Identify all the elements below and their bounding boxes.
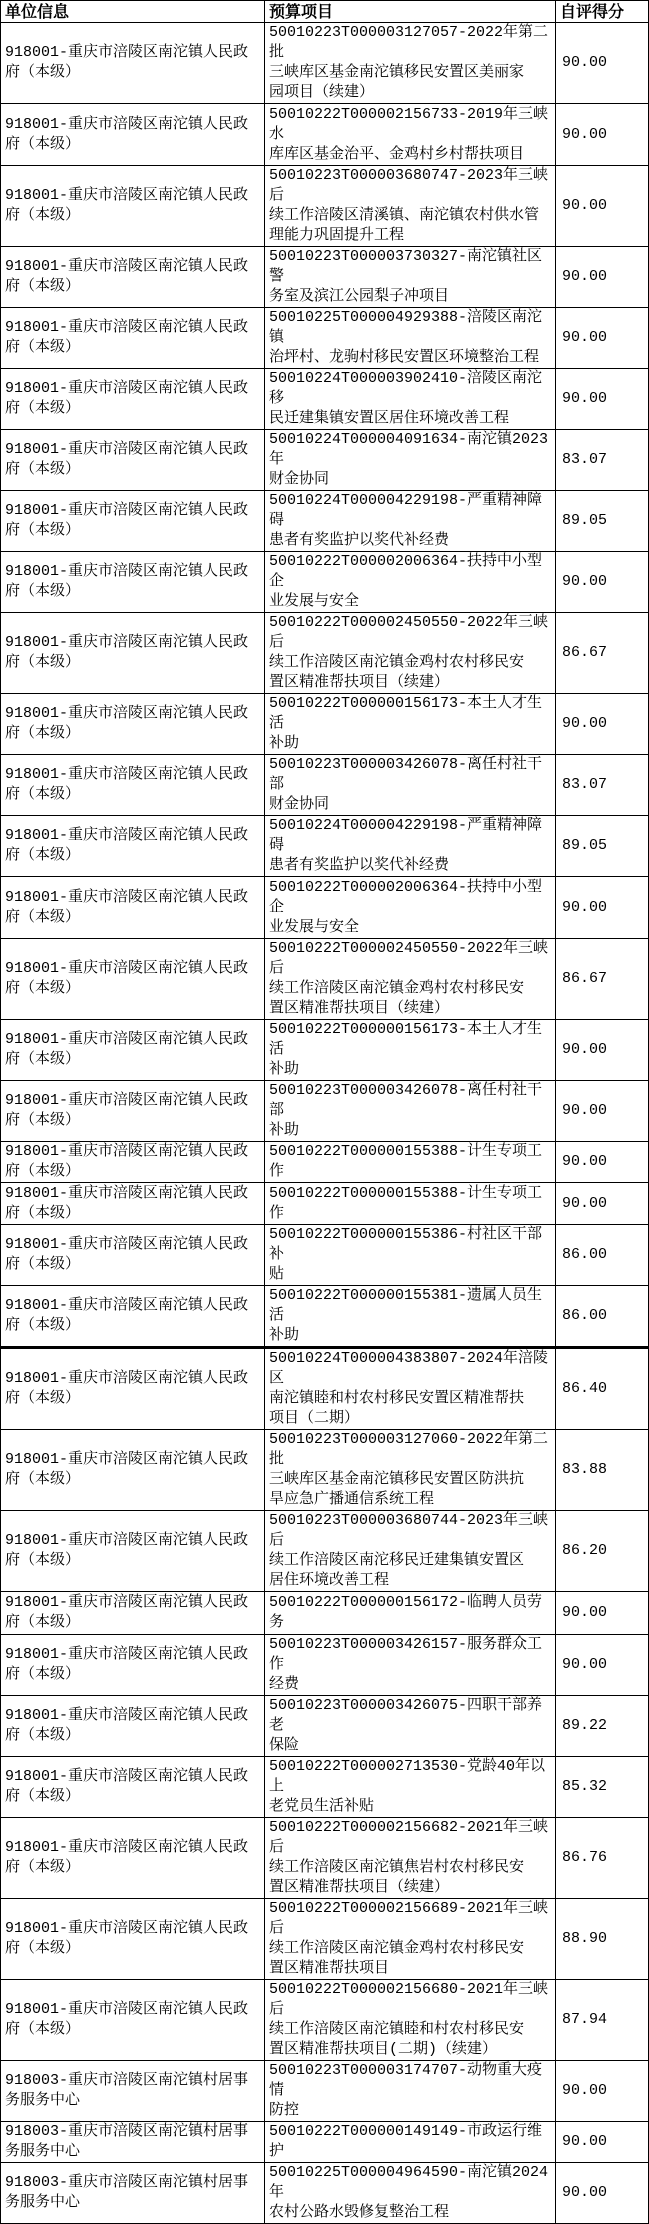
unit-cell: 918001-重庆市涪陵区南沱镇人民政 府（本级）: [1, 613, 265, 694]
unit-cell: 918001-重庆市涪陵区南沱镇人民政 府（本级）: [1, 1757, 265, 1818]
project-cell: 50010223T000003174707-动物重大疫情 防控: [265, 2061, 556, 2122]
table-row: [1, 1020, 649, 1081]
score-cell: 90.00: [556, 552, 649, 613]
unit-cell: 918001-重庆市涪陵区南沱镇人民政 府（本级）: [1, 1020, 265, 1081]
table-row: [1, 104, 649, 166]
table-row: [1, 2061, 649, 2122]
table-row: [1, 939, 649, 1020]
project-cell: 50010222T000002006364-扶持中小型企 业发展与安全: [265, 552, 556, 613]
project-cell: 50010222T000000155381-遗属人员生活 补助: [265, 1286, 556, 1348]
score-cell: 89.05: [556, 816, 649, 877]
table-row: [1, 1286, 649, 1348]
project-cell: 50010222T000000156172-临聘人员劳务: [265, 1592, 556, 1635]
table-row: [1, 755, 649, 816]
unit-cell: 918001-重庆市涪陵区南沱镇人民政 府（本级）: [1, 552, 265, 613]
score-cell: 90.00: [556, 1020, 649, 1081]
table-row: [1, 23, 649, 104]
unit-cell: 918001-重庆市涪陵区南沱镇人民政 府（本级）: [1, 1818, 265, 1899]
table-row: [1, 247, 649, 308]
project-cell: 50010223T000003426078-离任村社干部 补助: [265, 1081, 556, 1142]
project-cell: 50010224T000004383807-2024年涪陵区 南沱镇睦和村农村移民安置区精准帮扶 项目（二期）: [265, 1348, 556, 1430]
unit-cell: 918001-重庆市涪陵区南沱镇人民政 府（本级）: [1, 491, 265, 552]
score-cell: 86.20: [556, 1511, 649, 1592]
project-cell: 50010223T000003426075-四职干部养老 保险: [265, 1696, 556, 1757]
header-row: [1, 1, 649, 23]
score-cell: 90.00: [556, 23, 649, 104]
table-row: [1, 1696, 649, 1757]
table-row: [1, 166, 649, 247]
project-cell: 50010222T000002450550-2022年三峡后 续工作涪陵区南沱镇金鸡村农村移民安 置区精准帮扶项目（续建）: [265, 939, 556, 1020]
unit-cell: 918001-重庆市涪陵区南沱镇人民政 府（本级）: [1, 1081, 265, 1142]
score-cell: 90.00: [556, 2163, 649, 2224]
project-cell: 50010223T000003426078-离任村社干部 财金协同: [265, 755, 556, 816]
project-cell: 50010223T000003680744-2023年三峡后 续工作涪陵区南沱移民迁建集镇安置区 居住环境改善工程: [265, 1511, 556, 1592]
project-cell: 50010223T000003680747-2023年三峡后 续工作涪陵区清溪镇、南沱镇农村供水管 理能力巩固提升工程: [265, 166, 556, 247]
table-row: [1, 430, 649, 491]
score-cell: 86.67: [556, 939, 649, 1020]
score-cell: 90.00: [556, 247, 649, 308]
score-cell: 86.40: [556, 1348, 649, 1430]
score-cell: 90.00: [556, 104, 649, 166]
table-row: [1, 308, 649, 369]
unit-cell: 918001-重庆市涪陵区南沱镇人民政 府（本级）: [1, 1635, 265, 1696]
project-cell: 50010222T000000155388-计生专项工作: [265, 1183, 556, 1225]
table-row: [1, 1980, 649, 2061]
score-cell: 83.07: [556, 755, 649, 816]
project-cell: 50010222T000002156682-2021年三峡后 续工作涪陵区南沱镇焦岩村农村移民安 置区精准帮扶项目（续建）: [265, 1818, 556, 1899]
unit-cell: 918001-重庆市涪陵区南沱镇人民政 府（本级）: [1, 1899, 265, 1980]
header-project: 预算项目: [265, 1, 556, 23]
table-row: [1, 1348, 649, 1430]
score-cell: 90.00: [556, 1142, 649, 1183]
table-row: [1, 1899, 649, 1980]
unit-cell: 918001-重庆市涪陵区南沱镇人民政 府（本级）: [1, 755, 265, 816]
project-cell: 50010222T000002006364-扶持中小型企 业发展与安全: [265, 877, 556, 939]
unit-cell: 918001-重庆市涪陵区南沱镇人民政 府（本级）: [1, 939, 265, 1020]
score-cell: 87.94: [556, 1980, 649, 2061]
project-cell: 50010222T000000156173-本土人才生活 补助: [265, 1020, 556, 1081]
header-unit: 单位信息: [1, 1, 265, 23]
project-cell: 50010222T000002156733-2019年三峡水 库库区基金治平、金鸡村乡村帮扶项目: [265, 104, 556, 166]
score-cell: 90.00: [556, 2122, 649, 2163]
project-cell: 50010223T000003426157-服务群众工作 经费: [265, 1635, 556, 1696]
unit-cell: 918001-重庆市涪陵区南沱镇人民政 府（本级）: [1, 104, 265, 166]
table-row: [1, 1592, 649, 1635]
unit-cell: 918003-重庆市涪陵区南沱镇村居事 务服务中心: [1, 2061, 265, 2122]
project-cell: 50010224T000004229198-严重精神障碍 患者有奖监护以奖代补经费: [265, 491, 556, 552]
score-cell: 90.00: [556, 308, 649, 369]
score-cell: 83.88: [556, 1430, 649, 1511]
unit-cell: 918001-重庆市涪陵区南沱镇人民政 府（本级）: [1, 1183, 265, 1225]
unit-cell: 918001-重庆市涪陵区南沱镇人民政 府（本级）: [1, 877, 265, 939]
unit-cell: 918001-重庆市涪陵区南沱镇人民政 府（本级）: [1, 1225, 265, 1286]
score-cell: 89.05: [556, 491, 649, 552]
unit-cell: 918001-重庆市涪陵区南沱镇人民政 府（本级）: [1, 1511, 265, 1592]
unit-cell: 918001-重庆市涪陵区南沱镇人民政 府（本级）: [1, 23, 265, 104]
project-cell: 50010223T000003127057-2022年第二批 三峡库区基金南沱镇移民安置区美丽家 园项目（续建）: [265, 23, 556, 104]
table-row: [1, 694, 649, 755]
score-cell: 90.00: [556, 1081, 649, 1142]
unit-cell: 918001-重庆市涪陵区南沱镇人民政 府（本级）: [1, 1592, 265, 1635]
project-cell: 50010222T000002450550-2022年三峡后 续工作涪陵区南沱镇金鸡村农村移民安 置区精准帮扶项目（续建）: [265, 613, 556, 694]
score-cell: 86.67: [556, 613, 649, 694]
project-cell: 50010223T000003730327-南沱镇社区警 务室及滨江公园梨子冲项目: [265, 247, 556, 308]
score-cell: 86.00: [556, 1225, 649, 1286]
table-row: [1, 552, 649, 613]
project-cell: 50010222T000000156173-本土人才生活 补助: [265, 694, 556, 755]
unit-cell: 918001-重庆市涪陵区南沱镇人民政 府（本级）: [1, 430, 265, 491]
table-row: [1, 491, 649, 552]
project-cell: 50010222T000000149149-市政运行维护: [265, 2122, 556, 2163]
unit-cell: 918001-重庆市涪陵区南沱镇人民政 府（本级）: [1, 816, 265, 877]
unit-cell: 918001-重庆市涪陵区南沱镇人民政 府（本级）: [1, 1430, 265, 1511]
score-cell: 90.00: [556, 2061, 649, 2122]
project-cell: 50010222T000002713530-党龄40年以上 老党员生活补贴: [265, 1757, 556, 1818]
project-cell: 50010223T000003127060-2022年第二批 三峡库区基金南沱镇移民安置区防洪抗 旱应急广播通信系统工程: [265, 1430, 556, 1511]
project-cell: 50010224T000003902410-涪陵区南沱移 民迁建集镇安置区居住环境改善工程: [265, 369, 556, 430]
score-cell: 90.00: [556, 877, 649, 939]
table-body: [1, 23, 649, 2224]
score-cell: 90.00: [556, 694, 649, 755]
unit-cell: 918001-重庆市涪陵区南沱镇人民政 府（本级）: [1, 166, 265, 247]
unit-cell: 918001-重庆市涪陵区南沱镇人民政 府（本级）: [1, 369, 265, 430]
unit-cell: 918003-重庆市涪陵区南沱镇村居事 务服务中心: [1, 2163, 265, 2224]
unit-cell: 918001-重庆市涪陵区南沱镇人民政 府（本级）: [1, 1348, 265, 1430]
unit-cell: 918001-重庆市涪陵区南沱镇人民政 府（本级）: [1, 308, 265, 369]
score-cell: 89.22: [556, 1696, 649, 1757]
score-cell: 83.07: [556, 430, 649, 491]
score-cell: 86.00: [556, 1286, 649, 1348]
unit-cell: 918001-重庆市涪陵区南沱镇人民政 府（本级）: [1, 247, 265, 308]
score-cell: 90.00: [556, 1183, 649, 1225]
unit-cell: 918001-重庆市涪陵区南沱镇人民政 府（本级）: [1, 1980, 265, 2061]
table-row: [1, 2163, 649, 2224]
score-cell: 88.90: [556, 1899, 649, 1980]
header-score: 自评得分: [556, 1, 649, 23]
table-row: [1, 1635, 649, 1696]
project-cell: 50010222T000002156680-2021年三峡后 续工作涪陵区南沱镇睦和村农村移民安 置区精准帮扶项目(二期)（续建）: [265, 1980, 556, 2061]
score-cell: 90.00: [556, 369, 649, 430]
score-cell: 90.00: [556, 1635, 649, 1696]
table-row: [1, 2122, 649, 2163]
table-row: [1, 1183, 649, 1225]
project-cell: 50010224T000004091634-南沱镇2023年 财金协同: [265, 430, 556, 491]
table-row: [1, 1225, 649, 1286]
score-cell: 90.00: [556, 166, 649, 247]
project-cell: 50010224T000004229198-严重精神障碍 患者有奖监护以奖代补经费: [265, 816, 556, 877]
table-row: [1, 1142, 649, 1183]
table-row: [1, 1081, 649, 1142]
table-row: [1, 816, 649, 877]
table-row: [1, 369, 649, 430]
project-cell: 50010225T000004929388-涪陵区南沱镇 治坪村、龙驹村移民安置区环境整治工程: [265, 308, 556, 369]
score-cell: 90.00: [556, 1592, 649, 1635]
table-row: [1, 1511, 649, 1592]
table-row: [1, 1757, 649, 1818]
unit-cell: 918001-重庆市涪陵区南沱镇人民政 府（本级）: [1, 1696, 265, 1757]
table-row: [1, 613, 649, 694]
project-cell: 50010222T000000155388-计生专项工作: [265, 1142, 556, 1183]
score-cell: 85.32: [556, 1757, 649, 1818]
project-cell: 50010222T000000155386-村社区干部补 贴: [265, 1225, 556, 1286]
table-row: [1, 1430, 649, 1511]
unit-cell: 918001-重庆市涪陵区南沱镇人民政 府（本级）: [1, 1142, 265, 1183]
table-row: [1, 1818, 649, 1899]
project-cell: 50010222T000002156689-2021年三峡后 续工作涪陵区南沱镇金鸡村农村移民安 置区精准帮扶项目: [265, 1899, 556, 1980]
project-cell: 50010225T000004964590-南沱镇2024年 农村公路水毁修复整治工程: [265, 2163, 556, 2224]
unit-cell: 918003-重庆市涪陵区南沱镇村居事 务服务中心: [1, 2122, 265, 2163]
unit-cell: 918001-重庆市涪陵区南沱镇人民政 府（本级）: [1, 1286, 265, 1348]
table-row: [1, 877, 649, 939]
score-cell: 86.76: [556, 1818, 649, 1899]
unit-cell: 918001-重庆市涪陵区南沱镇人民政 府（本级）: [1, 694, 265, 755]
